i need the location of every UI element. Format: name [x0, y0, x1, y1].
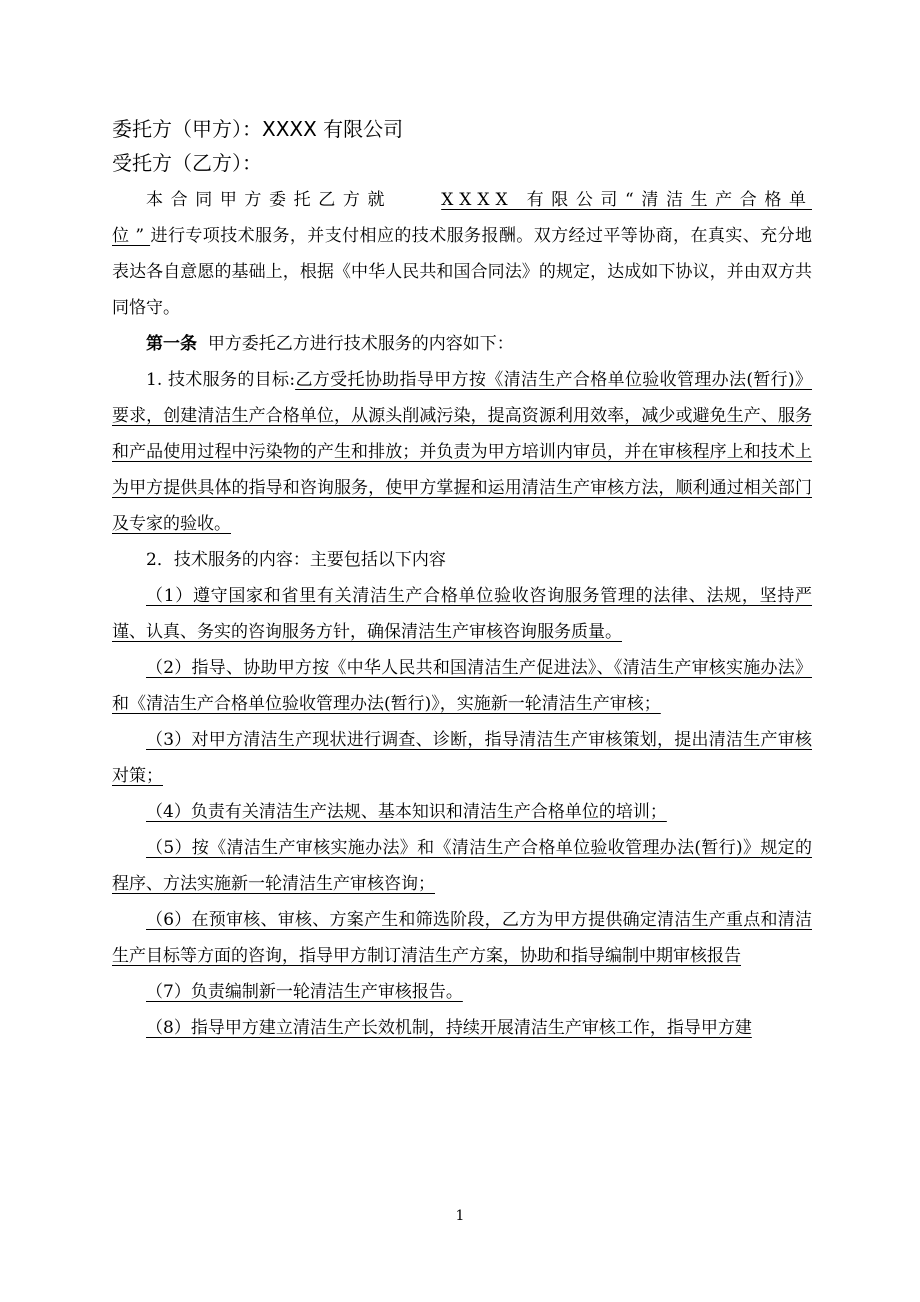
- list-item-text: （2）指导、协助甲方按《中华人民共和国清洁生产促进法》、《清洁生产审核实施办法》和《清洁生产合格单位验收管理办法(暂行)》，实施新一轮清洁生产审核；: [112, 658, 812, 714]
- list-item-text: （7）负责编制新一轮清洁生产审核报告。: [146, 982, 463, 1002]
- article-1-title: 第一条: [146, 334, 197, 354]
- list-item-text: （1）遵守国家和省里有关清洁生产合格单位验收咨询服务管理的法律、法规，坚持严谨、认真、务实的咨询服务方针，确保清洁生产审核咨询服务质量。: [112, 586, 812, 642]
- article-1: [112, 326, 812, 362]
- service-goal-text: 乙方受托协助指导甲方按《清洁生产合格单位验收管理办法(暂行)》要求，创建清洁生产合格单位，从源头削减污染，提高资源利用效率，减少或避免生产、服务和产品使用过程中污染物的产生和排放；并负责为甲方培训内审员，并在审核程序上和技术上为甲方提供具体的指导和咨询服务，使甲方掌握和运用清洁生产审核方法，顺利通过相关部门及专家的验收。: [112, 370, 813, 534]
- contractor-line: [112, 146, 812, 180]
- service-goal: [112, 362, 812, 542]
- list-item: [112, 794, 812, 830]
- list-item: [112, 902, 812, 974]
- list-item-text: （3）对甲方清洁生产现状进行调查、诊断，指导清洁生产审核策划，提出清洁生产审核对策；: [112, 730, 812, 786]
- list-item: [112, 722, 812, 794]
- client-label: 委托方（甲方）：: [112, 117, 262, 141]
- service-goal-label: 1. 技术服务的目标:: [146, 370, 296, 390]
- article-1-text: 甲方委托乙方进行技术服务的内容如下：: [207, 334, 514, 354]
- client-name: XXXX 有限公司: [262, 117, 404, 141]
- intro-project: XXXX 有限公司“清洁生产合格单位”: [112, 190, 812, 246]
- list-item-text: （6）在预审核、审核、方案产生和筛选阶段，乙方为甲方提供确定清洁生产重点和清洁生产目标等方面的咨询，指导甲方制订清洁生产方案，协助和指导编制中期审核报告: [112, 910, 812, 966]
- list-item-text: （5）按《清洁生产审核实施办法》和《清洁生产合格单位验收管理办法(暂行)》规定的程序、方法实施新一轮清洁生产审核咨询；: [112, 838, 812, 894]
- document-page: [112, 112, 812, 1046]
- intro-paragraph: [112, 182, 812, 326]
- list-item: [112, 830, 812, 902]
- list-item: [112, 1010, 812, 1046]
- service-content-label: 2．技术服务的内容：主要包括以下内容: [146, 550, 446, 570]
- intro-prefix: 本合同甲方委托乙方就: [146, 190, 393, 210]
- client-line: [112, 112, 812, 146]
- list-item-text: （4）负责有关清洁生产法规、基本知识和清洁生产合格单位的培训；: [146, 802, 667, 822]
- contractor-label: 受托方（乙方）：: [112, 151, 262, 175]
- intro-suffix: 进行专项技术服务，并支付相应的技术服务报酬。双方经过平等协商，在真实、充分地表达各自意愿的基础上，根据《中华人民共和国合同法》的规定，达成如下协议，并由双方共同恪守。: [112, 226, 812, 318]
- page-number: 1: [455, 1208, 465, 1224]
- list-item: [112, 578, 812, 650]
- list-item-text: （8）指导甲方建立清洁生产长效机制，持续开展清洁生产审核工作，指导甲方建: [146, 1018, 752, 1038]
- list-item: [112, 974, 812, 1010]
- list-item: [112, 650, 812, 722]
